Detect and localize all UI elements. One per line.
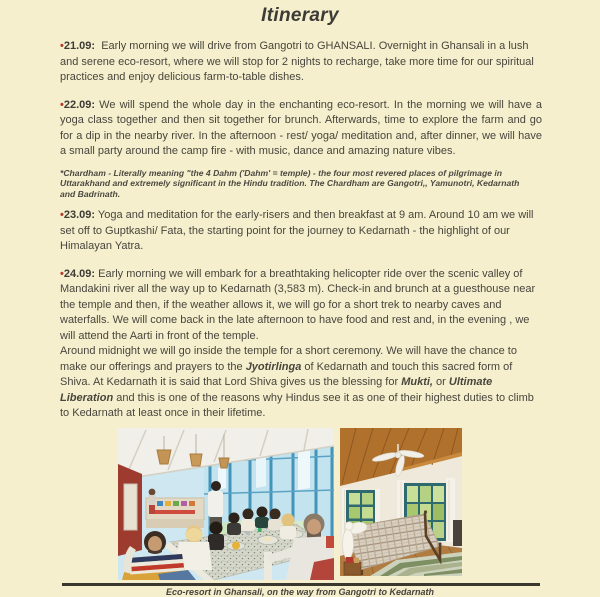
entry-bullet: • xyxy=(60,209,64,221)
itinerary-body xyxy=(60,39,542,434)
entry-text-part1: Early morning we will embark for a breathtaking helicopter ride over the scenic valley of Mandakini river all the way up to Kedarnath (3,583 m). Check-in and brunch at a guesthouse near the temple and then, if the weather allows it, we will go for a short trek to nearby caves and waterfalls. We will come back in the late afternoon to have food and rest and, in the evening , we will attend the Aarti in front of the temple. xyxy=(60,267,536,342)
entry-text-part3: of Kedarnath and touch this sacred form of Shiva. At Kedarnath it is said that Lord Shiva gives us the blessing for xyxy=(60,360,513,388)
entry-bullet: • xyxy=(60,40,64,52)
photo-dining-room xyxy=(118,428,334,580)
entry-bullet: • xyxy=(60,98,64,111)
entry-text-part2: Around midnight we will go inside the temple for a short ceremony. We will have the chance to make our offerings and prayers to the xyxy=(60,345,517,373)
bedside-stool xyxy=(344,557,361,575)
page-title: Itinerary xyxy=(261,5,339,26)
term-mukti: Mukti, xyxy=(401,376,433,388)
entry-text-part5: and this is one of the reasons why Hindus see it as one of their highest duties to climb to Kedarnath at least once in their lifetime. xyxy=(60,391,534,419)
term-jyotirlinga: Jyotirlinga xyxy=(245,360,302,373)
itinerary-entry-21-09 xyxy=(60,39,542,86)
chardham-footnote: *Chardham - Literally meaning "the 4 Dahm ('Dahm' = temple) - the four most revered places of pilgrimage in Uttarakhand and extremely significant in the Hindu tradition. The Chardham are Gangotri,, Yamunotri, Kedarnath and Badrinath. xyxy=(60,167,520,199)
entry-date: 21.09: xyxy=(63,40,96,52)
photo-caption: Eco-resort in Ghansali, on the way from Gangotri to Kedarnath xyxy=(165,587,435,597)
entry-date: 22.09: xyxy=(63,98,96,111)
itinerary-entry-22-09 xyxy=(60,98,542,160)
red-wall xyxy=(118,464,142,556)
itinerary-entry-23-09 xyxy=(60,208,542,255)
term-ultimate-liberation: Ultimate Liberation xyxy=(60,376,493,404)
entry-text: Early morning we will drive from Gangotri to GHANSALI. Overnight in Ghansali in a lush and serene eco-resort, where we will stop for 2 nights to recharge, take more time for our spiritual practices and enjoy delicious farm-to-table dishes. xyxy=(60,40,534,83)
entry-text: We will spend the whole day in the enchanting eco-resort. In the morning we will have a yoga class together and then sit together for brunch. Afterwards, time to explore the farm and go for a dip in the nearby river. In the afternoon - rest/ yoga/ meditation and, after dinner, we will have a small party around the camp fire - with music, dance and amazing nature vibes. xyxy=(60,98,542,157)
divider-rule xyxy=(62,583,540,586)
entry-bullet: • xyxy=(60,267,64,280)
entry-date: 23.09: xyxy=(63,209,96,221)
side-furniture xyxy=(453,520,462,546)
entry-date: 24.09: xyxy=(63,267,96,280)
entry-text-part4: or xyxy=(432,376,449,388)
itinerary-entry-24-09 xyxy=(60,267,542,422)
photo-bedroom xyxy=(340,428,462,576)
entry-text: Yoga and meditation for the early-risers and then breakfast at 9 am. Around 10 am we will set off to Guptkashi/ Fata, the starting point for the journey to Kedarnath - the highlight of our Himalayan Yatra. xyxy=(60,209,534,252)
